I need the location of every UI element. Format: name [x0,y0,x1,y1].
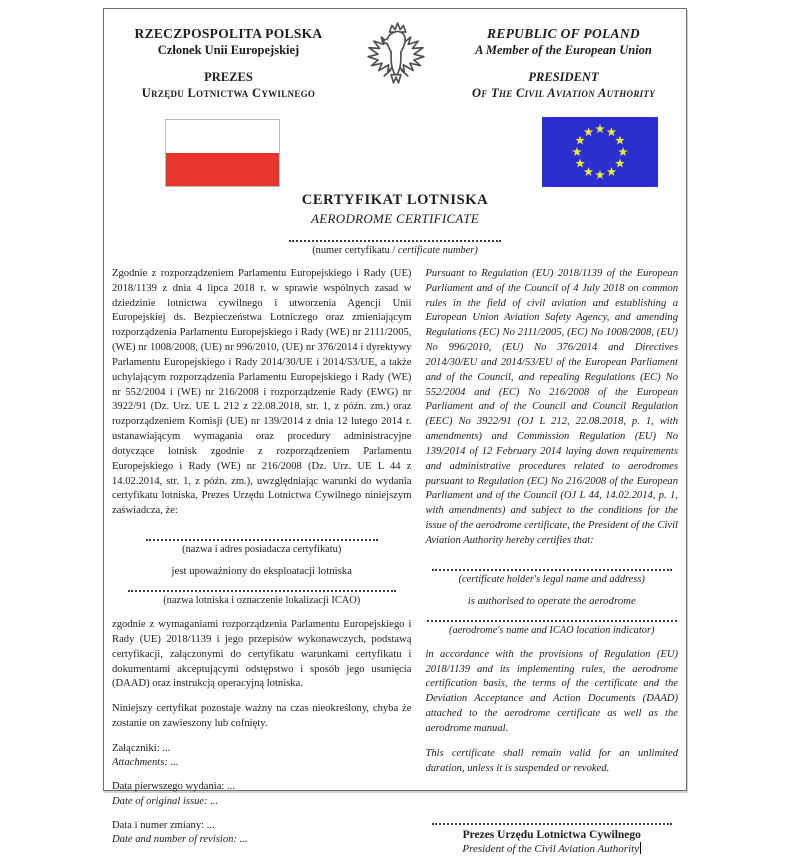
revision-field [112,819,411,848]
document-title-en: AERODROME CERTIFICATE [311,211,479,226]
holder-block-en [425,569,678,636]
signature-block [425,823,678,858]
authorised-statement-pl: jest upoważniony do eksploatacji lotniska [171,565,352,578]
header-right-membership: A Member of the European Union [475,43,652,58]
legal-paragraph-en: Pursuant to Regulation (EU) 2018/1139 of the European Parliament and of the Council of 4 July 2018 on common rules in the field of civil aviation and establishing a European Union Aviation Safety Agency, and amending Regulations (EC) No 2111/2005, (EC) No 1008/2008, (EU) No 996/2010, (EU) No 376/2014 and Directives 2014/30/EU and 2014/53/EU of the European Parliament and of the Council, and repealing Regulations (EC) No 552/2004 and (EC) No 216/2008 of the European Parliament and of the Council and Council Regulation (EEC) No 3922/91 (OJ L 212, 22.08.2018, p. 1, with amendments) and Commission Regulation (EU) No 139/2014 of 12 February 2014 laying down requirements and administrative procedures related to aerodromes pursuant to Regulation (EC) No 216/2008 of the European Parliament and of the Council (OJ L 44, 14.02.2014, p. 1, with amendments) and subject to the conditions for the issue of the aerodrome certificate, the President of the Civil Aviation Authority hereby certifies that: [425,268,678,546]
holder-caption-en: (certificate holder's legal name and address) [458,573,645,585]
attachments-label-pl: Załączniki: ... [112,742,171,754]
holder-block-pl [112,539,411,606]
text-cursor [640,842,641,854]
holder-name-line-en [432,569,672,571]
title-block [104,192,686,227]
header [104,9,686,105]
poland-flag [165,119,280,187]
revision-label-en: Date and number of revision: ... [112,834,248,846]
signature-title-en [425,842,678,855]
aerodrome-caption-pl: (nazwa lotniska i oznaczenie lokalizacji ICAO) [163,595,361,607]
header-left-title: PREZES [204,70,253,85]
aerodrome-name-line [128,590,396,592]
authorised-statement-en: is authorised to operate the aerodrome [467,594,636,607]
header-right [445,19,682,101]
legal-paragraph-pl: Zgodnie z rozporządzeniem Parlamentu Europejskiego i Rady (UE) 2018/1139 z dnia 4 lipca 2018 r. w sprawie wspólnych zasad w dziedzinie lotnictwa cywilnego i utworzenia Agencji Unii Europejskiej ds. Bezpieczeństwa Lotniczego oraz zmieniającym rozporządzenia Parlamentu Europejskiego i Rady (WE) nr 2111/2005, (WE) nr 1008/2008, (UE) nr 996/2010, (UE) nr 376/2014 i dyrektywy Parlamentu Europejskiego i Rady 2014/30/UE i 2014/53/UE, a także uchylającym rozporządzenia Parlamentu Europejskiego i Rady (WE) nr 552/2004 i (WE) nr 216/2008 i rozporządzenie Rady (EWG) nr 3922/91 (Dz. Urz. UE L 212 z 22.08.2018, str. 1, z późn. zm.) oraz rozporządzeniem Komisji (UE) nr 139/2014 z dnia 12 lutego 2014 r. ustanawiającym wymagania oraz procedury administracyjne dotyczące lotnisk zgodnie z rozporządzeniem Parlamentu Europejskiego i Rady (WE) nr 216/2008 (Dz. Urz. UE L 44 z 14.02.2014, str. 1, z późn. zm.), uwzględniając warunki do wydania certyfikatu lotniska, Prezes Urzędu Lotnictwa Cywilnego niniejszym zaświadcza, że: [112,268,412,517]
header-left-membership: Członek Unii Europejskiej [157,43,300,58]
accordance-paragraph-pl: zgodnie z wymaganiami rozporządzenia Parlamentu Europejskiego i Rady (UE) 2018/1139 i jego przepisów wykonawczych, podstawą certyfikacji, załączonymi do certyfikatu warunkami certyfikatu i dokumentami akceptującymi odstępstwo i sposób jego usunięcia (DAAD) oraz instrukcją operacyjną lotniska. [112,619,412,690]
header-left [110,19,347,101]
issue-date-label-en: Date of original issue: ... [112,795,219,807]
signature-line [432,823,672,825]
column-english [425,267,678,858]
column-polish [112,267,411,858]
validity-paragraph-pl: Niniejszy certyfikat pozostaje ważny na czas nieokreślony, chyba że zostanie on zawieszony lub cofnięty. [112,703,412,730]
header-left-authority: Urzędu Lotnictwa Cywilnego [141,86,316,101]
validity-paragraph-en: This certificate shall remain valid for an unlimited duration, unless it is suspended or revoked. [425,747,678,774]
eu-flag [542,117,658,187]
certificate-number-block [104,240,686,256]
header-right-country: REPUBLIC OF POLAND [487,26,640,41]
signature-title-en-text: President of the Civil Aviation Authority [462,842,640,855]
document-title-pl: CERTYFIKAT LOTNISKA [301,192,489,208]
holder-name-line [146,539,378,541]
certificate-number-line [289,240,501,242]
polish-eagle-emblem-icon [354,19,438,105]
aerodrome-caption-en: (aerodrome's name and ICAO location indicator) [448,624,655,636]
certificate-page-frame [103,8,687,855]
attachments-label-en: Attachments: ... [112,757,179,769]
certificate-number-caption-pl: (numer certyfikatu / [312,245,398,256]
header-left-country: RZECZPOSPOLITA POLSKA [134,26,323,41]
body-columns [104,267,686,858]
certificate-number-caption [104,245,686,256]
revision-label-pl: Data i numer zmiany: ... [112,820,215,832]
signature-title-pl: Prezes Urzędu Lotnictwa Cywilnego [462,828,641,841]
flags-row [104,117,686,187]
aerodrome-name-line-en [427,620,677,622]
attachments-field [112,742,411,771]
certificate-number-caption-en: certificate number) [397,245,478,256]
header-right-authority: Of The Civil Aviation Authority [471,86,656,101]
issue-date-field [112,780,411,809]
issue-date-label-pl: Data pierwszego wydania: ... [112,781,235,793]
header-right-title: PRESIDENT [528,70,599,85]
accordance-paragraph-en: in accordance with the provisions of Regulation (EU) 2018/1139 and its implementing rules, the aerodrome certification basis, the terms of the certificate and the Deviation Acceptance and Action Documents (DAAD) attached to the aerodrome certificate as well as the aerodrome manual. [425,648,678,734]
holder-caption-pl: (nazwa i adres posiadacza certyfikatu) [182,544,342,556]
